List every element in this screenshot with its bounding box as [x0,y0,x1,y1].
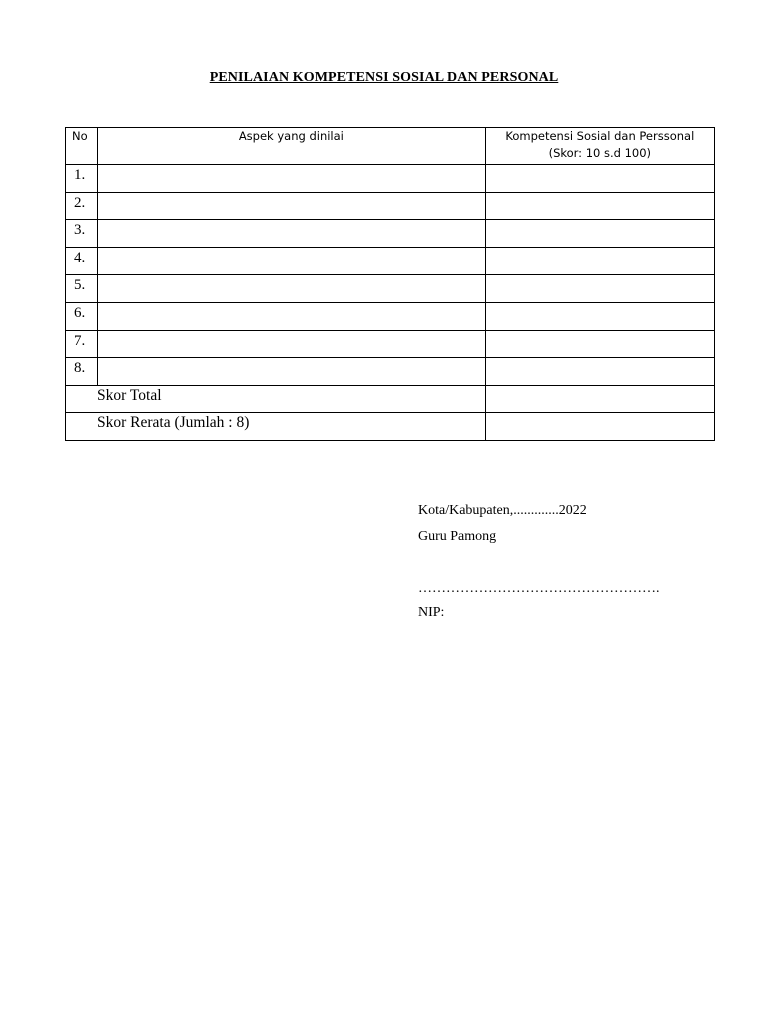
header-aspek: Aspek yang dinilai [98,128,486,165]
row-number: 6. [66,302,98,330]
table-row [66,165,715,193]
header-no: No [66,128,98,165]
skor-cell [485,358,714,386]
aspek-cell [98,247,486,275]
signer-role: Guru Pamong [418,529,497,544]
signer-name-line: ……………………………………………. [418,581,660,596]
skor-cell [485,192,714,220]
aspek-cell [98,220,486,248]
table-row [66,192,715,220]
skor-cell [485,165,714,193]
skor-cell [485,247,714,275]
signer-nip: NIP: [418,605,445,620]
skor-cell [485,330,714,358]
aspek-cell [98,330,486,358]
row-number: 5. [66,275,98,303]
skor-cell [485,275,714,303]
table-row [66,220,715,248]
row-number: 3. [66,220,98,248]
aspek-cell [98,192,486,220]
skor-cell [485,220,714,248]
aspek-cell [98,302,486,330]
table-row [66,302,715,330]
document-title: PENILAIAN KOMPETENSI SOSIAL DAN PERSONAL [209,70,559,85]
table-row [66,275,715,303]
row-number: 2. [66,192,98,220]
average-value-cell [485,413,714,441]
row-number: 1. [66,165,98,193]
skor-cell [485,302,714,330]
table-row [66,358,715,386]
table-header-row [66,128,715,165]
header-kompetensi [485,128,714,165]
row-number: 7. [66,330,98,358]
aspek-cell [98,358,486,386]
total-label: Skor Total [66,385,486,413]
total-row [66,385,715,413]
average-row [66,413,715,441]
header-kompetensi-range: (Skor: 10 s.d 100) [548,146,652,160]
table-row [66,247,715,275]
header-kompetensi-title: Kompetensi Sosial dan Perssonal [505,129,695,143]
aspek-cell [98,275,486,303]
place-date: Kota/Kabupaten,.............2022 [418,503,587,518]
row-number: 4. [66,247,98,275]
total-value-cell [485,385,714,413]
aspek-cell [98,165,486,193]
table-row [66,330,715,358]
assessment-table [65,127,715,441]
row-number: 8. [66,358,98,386]
average-label: Skor Rerata (Jumlah : 8) [66,413,486,441]
